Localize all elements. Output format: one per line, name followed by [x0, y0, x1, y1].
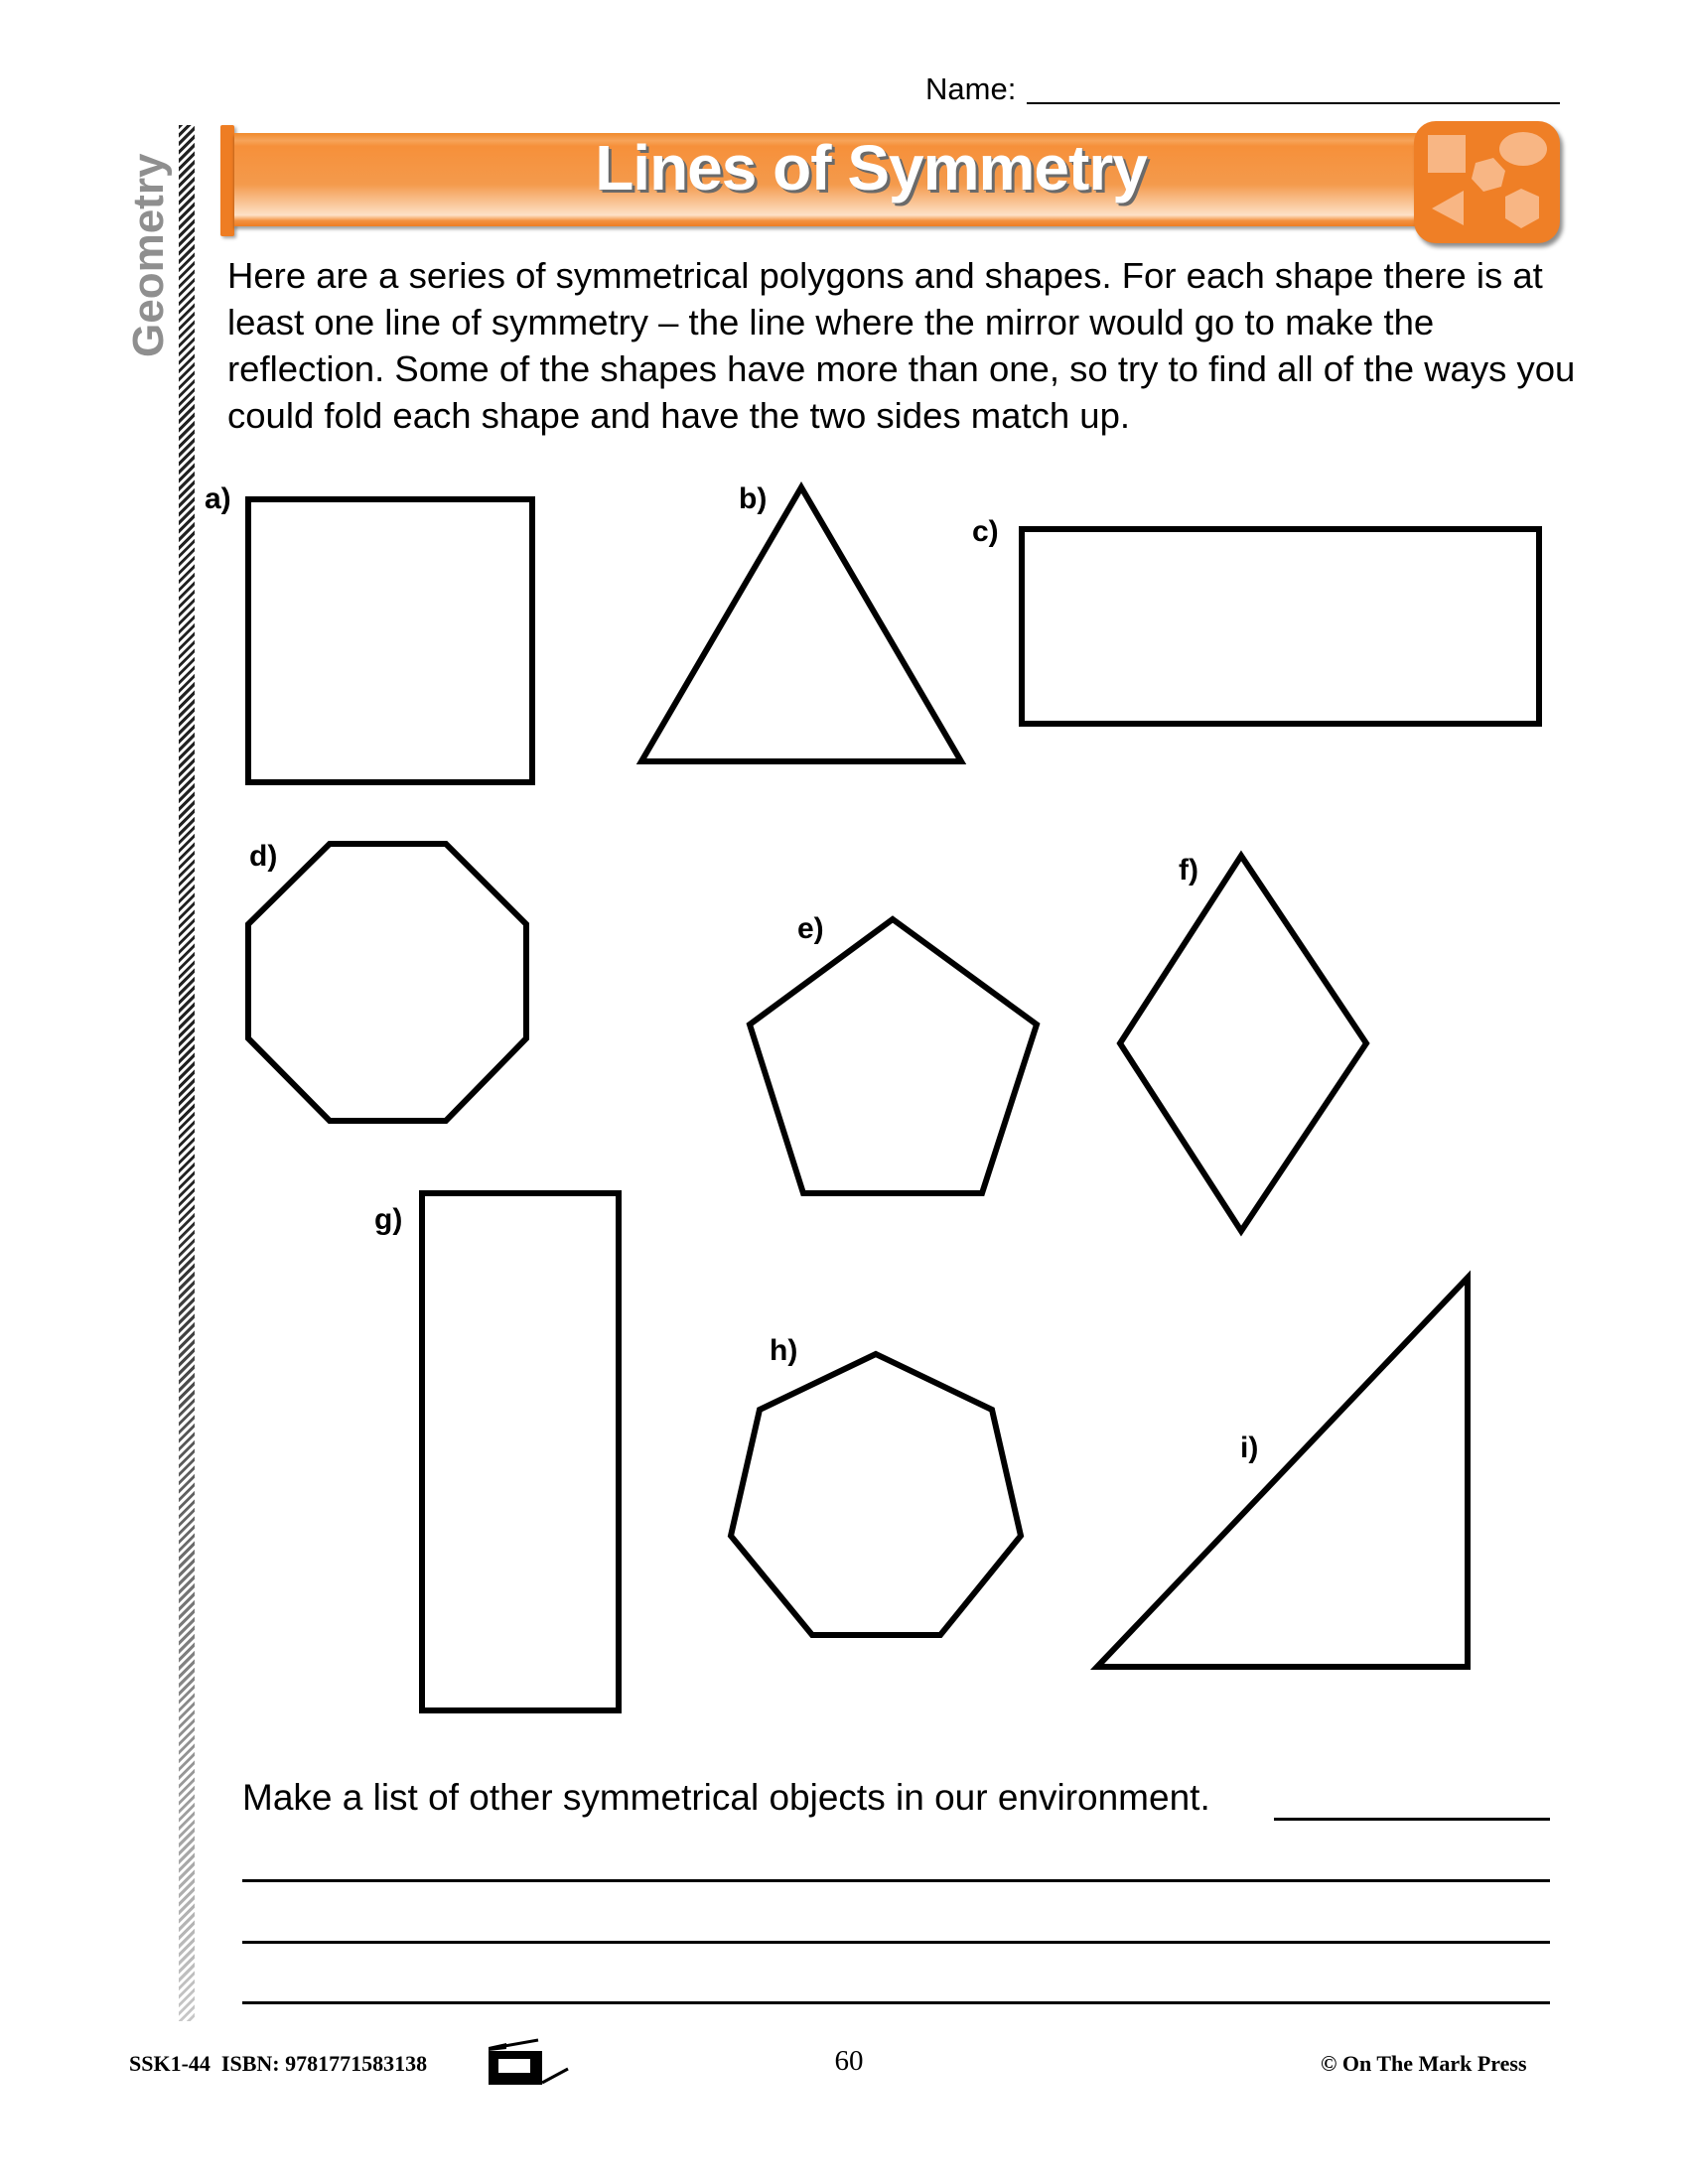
question-prompt: Make a list of other symmetrical objects in our environment. — [242, 1777, 1210, 1818]
page-number: 60 — [834, 2045, 864, 2077]
section-tab-label: Geometry — [124, 153, 173, 357]
answer-line-1[interactable] — [1274, 1818, 1550, 1821]
shape-g-tall-rectangle — [422, 1193, 619, 1710]
shape-label-b: b) — [739, 482, 768, 515]
shape-c-rectangle — [1022, 529, 1539, 724]
answer-line-2[interactable] — [242, 1879, 1550, 1882]
shape-label-i: i) — [1240, 1432, 1259, 1464]
photocopier-icon — [487, 2037, 582, 2087]
page-title: Lines of Symmetry — [595, 132, 1147, 204]
book-code-isbn: SSK1-44 ISBN: 9781771583138 — [129, 2051, 428, 2076]
shape-label-c: c) — [972, 515, 999, 548]
copyright: © On The Mark Press — [1321, 2051, 1527, 2076]
answer-line-3[interactable] — [242, 1941, 1550, 1944]
shape-label-h: h) — [770, 1334, 798, 1367]
shape-d-octagon — [248, 844, 526, 1121]
shape-label-f: f) — [1179, 854, 1198, 887]
name-label: Name: — [925, 71, 1017, 106]
shape-label-e: e) — [797, 912, 824, 945]
shape-e-pentagon — [750, 919, 1037, 1193]
shape-a-square — [248, 499, 532, 782]
shape-label-d: d) — [249, 840, 278, 873]
shape-label-a: a) — [205, 482, 231, 515]
answer-line-4[interactable] — [242, 2001, 1550, 2004]
shape-f-rhombus — [1120, 856, 1366, 1231]
shape-i-right-triangle — [1097, 1278, 1468, 1667]
shape-h-heptagon — [731, 1354, 1021, 1635]
shape-b-triangle — [641, 487, 961, 761]
instructions-text: Here are a series of symmetrical polygons and shapes. For each shape there is at least one line of symmetry – the line where the mirror would go to make the reflection. Some of the shapes have more than one, so try to find all of the ways you could fold each shape and have the two sides match up. — [227, 255, 1576, 436]
shape-label-g: g) — [374, 1203, 403, 1236]
